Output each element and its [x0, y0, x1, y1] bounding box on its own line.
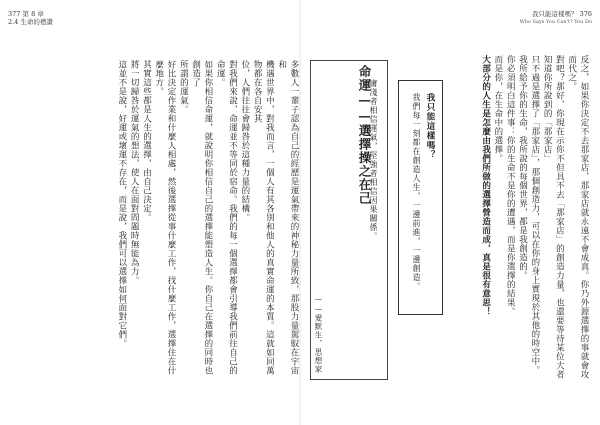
chapter-heading: 命運——選擇操之在己 — [357, 65, 372, 205]
left-page-body — [60, 60, 300, 380]
right-body-col-2: 只不過是選擇了「那家店」，那個創造力，可以在你的身上實現於其他的時空中。 — [529, 55, 540, 375]
left-body-col-0: 多數人一輩子認為自己的經歷是運氣帶來的神秘力量所致，那股力量駕馭在宇宙和 — [276, 60, 299, 375]
left-body-col-1: 機遇世界中，對我而言，一個人有其各別和他人的真實命運的本質。這就如同萬物都在各自安其 — [252, 60, 275, 375]
right-body-col-0: 反之，如果你決定不去那家店，那家店就永遠不會成真。你乃外源選擇的事就會攻而代之。 — [566, 55, 589, 379]
left-body-col-4: 如果你相信命運，就說明你相信自己的選擇能塑造人生。你自己在選擇的同時也創造了 — [190, 60, 213, 375]
aside-title: 我只能這樣嗎？ — [425, 93, 435, 160]
epigraph-box — [310, 60, 388, 380]
right-body-bold-line: 大部分的人生是怎麼由我們所做的選擇營造而成，真是很有意思！ — [480, 55, 491, 316]
right-body-col-1: 對吧？那好，你現在示你不但具不去「那家店」的創造力量，也還要等待某位大者知道你所說到的「那家店」 — [542, 55, 565, 379]
left-body-col-9: 這並不是說，好運或壞運不存在，而是說，我們可以選擇如何面對它們。 — [116, 60, 127, 348]
left-body-col-5: 所謂的運氣。 — [178, 60, 189, 114]
aside-box — [398, 80, 443, 315]
left-chapter-label: 第 8 章 — [22, 10, 44, 18]
left-page-number: 377 — [8, 10, 21, 18]
right-body-col-4: 你必須明白這件事：你的生命不是你的遭遇，而是你選擇的結果。 — [505, 55, 516, 316]
epigraph-attribution: ——愛默生，思想家 — [314, 293, 323, 373]
left-body-col-7: 其實這些都是人生的選擇，由自己決定。 — [141, 60, 152, 222]
right-page-body — [450, 55, 590, 385]
right-running-head — [520, 10, 592, 26]
left-body-col-2: 位，人們往往會歸咎於這種力量的結構。 — [239, 60, 250, 222]
left-body-col-3: 對我們來說，命運並不等同於宿命。我們的每一個選擇都會引導我們前往自己的命運。 — [215, 60, 238, 375]
right-body-col-5: 而是你，在生命中的選擇。 — [492, 55, 503, 163]
left-running-head — [8, 10, 53, 26]
left-body-col-6: 好比決定作業和什麼人相處，然後選擇從事什麼工作，找什麼工作，選擇住在什麼地方。 — [153, 60, 177, 375]
right-body-col-3: 我所給予你的生命，我所說的每個世界，都是我創造的。 — [517, 55, 528, 280]
left-section-label: 2.4 生命的禮讚 — [8, 18, 53, 26]
left-body-col-8: 將一切歸咎於運氣的想法，使人在面對問題時無能為力。 — [129, 60, 140, 285]
epigraph-quote: 庸淺者相信運氣，堅強者相信因果關係。 — [369, 79, 378, 241]
right-book-subtitle: Who Says You Can't? You Do — [519, 19, 592, 25]
right-book-title: 我只能這樣嗎？ 376 — [532, 10, 592, 18]
aside-body: 我們每一刻都在創造人生，一邊前進，一邊創造。 — [412, 93, 421, 291]
